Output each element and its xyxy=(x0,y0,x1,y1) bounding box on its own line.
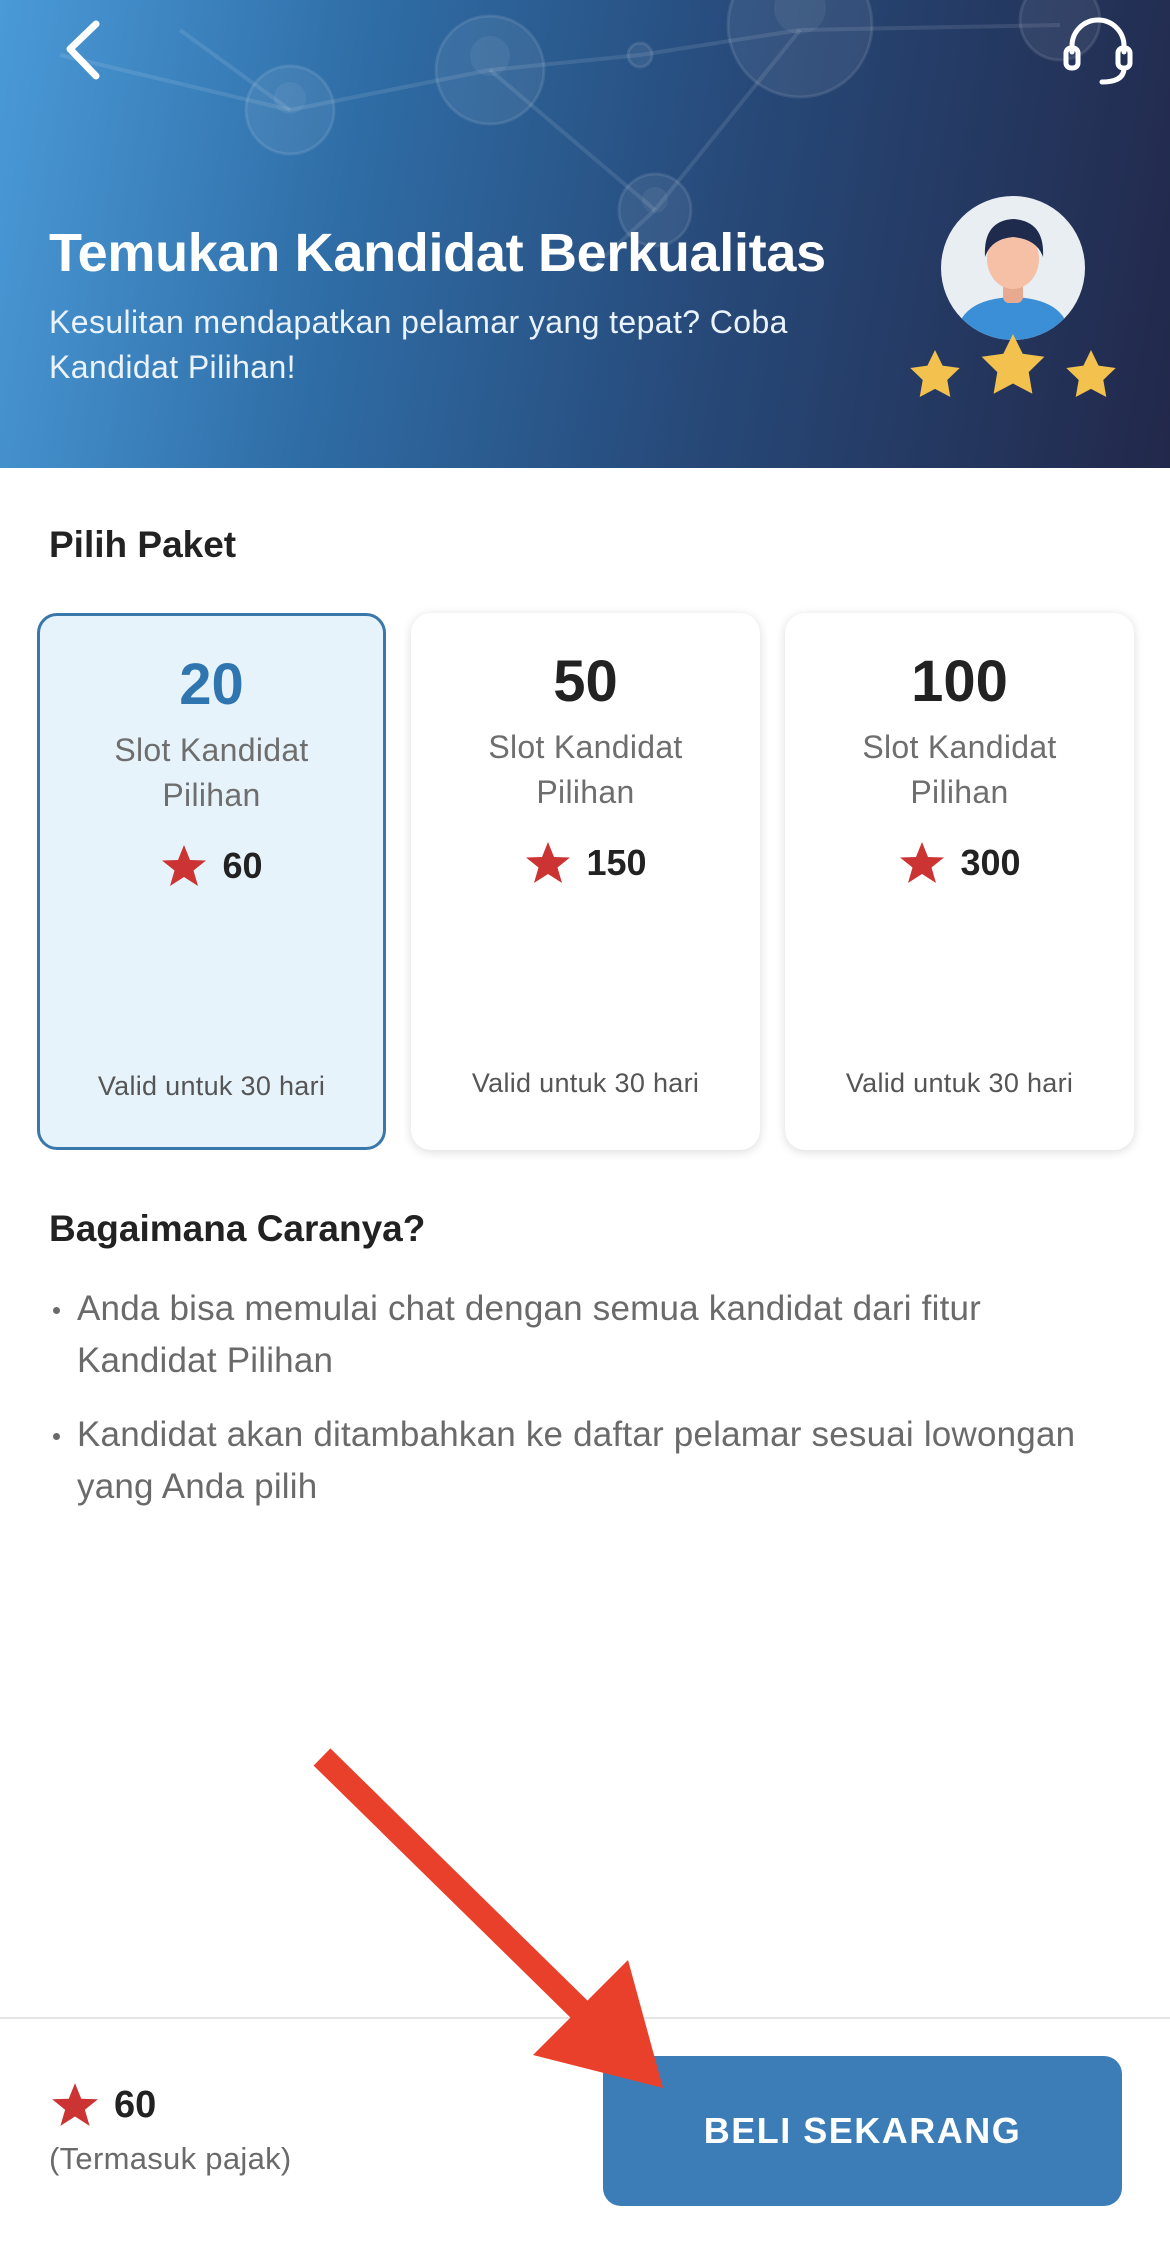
star-icon xyxy=(50,2081,100,2129)
package-label-text: Slot Kandidat Pilihan xyxy=(488,729,683,810)
package-count: 20 xyxy=(179,652,244,717)
package-label-text: Slot Kandidat Pilihan xyxy=(114,732,309,813)
page-subtitle: Kesulitan mendapatkan pelamar yang tepat? Coba Kandidat Pilihan! xyxy=(49,304,788,385)
package-price xyxy=(785,840,1134,886)
star-icon xyxy=(160,843,208,889)
package-label-text: Slot Kandidat Pilihan xyxy=(862,729,1057,810)
package-price-value: 300 xyxy=(960,842,1021,883)
avatar-icon xyxy=(940,195,1086,341)
package-price xyxy=(40,843,383,889)
package-count: 100 xyxy=(911,649,1008,714)
package-validity: Valid untuk 30 hari xyxy=(845,1068,1074,1098)
package-price-value: 150 xyxy=(586,842,647,883)
list-item: Kandidat akan ditambahkan ke daftar pelamar sesuai lowongan yang Anda pilih xyxy=(49,1409,1129,1513)
buy-now-button[interactable]: BELI SEKARANG xyxy=(603,2056,1122,2206)
package-price xyxy=(411,840,760,886)
package-card-20[interactable] xyxy=(37,613,386,1150)
package-card-100[interactable] xyxy=(785,613,1134,1150)
total-price xyxy=(50,2081,156,2129)
package-price-value: 60 xyxy=(222,845,263,886)
list-item: Anda bisa memulai chat dengan semua kandidat dari fitur Kandidat Pilihan xyxy=(49,1283,1129,1387)
package-label xyxy=(411,725,760,815)
package-validity: Valid untuk 30 hari xyxy=(97,1071,326,1101)
headset-icon xyxy=(1058,10,1138,90)
rating-stars-icon xyxy=(905,328,1125,410)
package-label xyxy=(40,728,383,818)
back-button[interactable] xyxy=(52,14,122,84)
package-validity: Valid untuk 30 hari xyxy=(471,1068,700,1098)
section-title-how-to: Bagaimana Caranya? xyxy=(49,1208,426,1249)
package-count: 50 xyxy=(553,649,618,714)
total-price-value: 60 xyxy=(114,2083,157,2126)
bottom-bar xyxy=(0,2017,1170,2241)
chevron-left-icon xyxy=(52,14,122,84)
package-label xyxy=(785,725,1134,815)
page-title: Temukan Kandidat Berkualitas xyxy=(49,223,826,283)
hero-banner xyxy=(0,0,1170,468)
package-card-50[interactable] xyxy=(411,613,760,1150)
section-title-packages: Pilih Paket xyxy=(49,524,237,565)
how-to-list xyxy=(49,1283,1129,1535)
tax-note: (Termasuk pajak) xyxy=(49,2141,292,2176)
star-icon xyxy=(898,840,946,886)
star-icon xyxy=(524,840,572,886)
support-button[interactable] xyxy=(1058,10,1138,90)
